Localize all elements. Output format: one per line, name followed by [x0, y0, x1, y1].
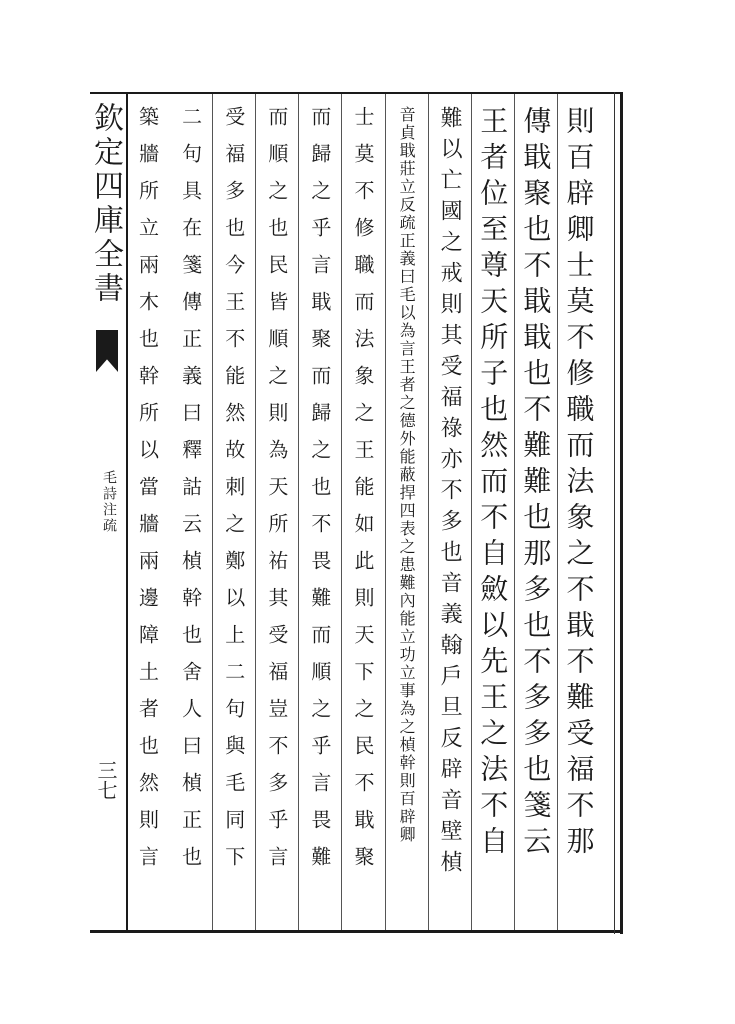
text-column-10: 二句具在箋傳正義曰釋詁云楨幹也舍人曰楨正也	[178, 106, 203, 883]
text-column-8: 而順之也民皆順之則為天所祐其受福豈不多乎言	[264, 106, 289, 883]
frame-bottom-border	[90, 930, 622, 933]
text-column-11: 築牆所立兩木也幹所以當牆兩邊障土者也然則言	[135, 106, 160, 883]
column-rule	[385, 94, 386, 930]
book-title: 毛詩注疏	[101, 470, 117, 534]
text-column-6: 士莫不修職而法象之王能如此則天下之民不戢聚	[351, 106, 375, 883]
frame-right-border	[620, 92, 623, 934]
column-rule	[557, 94, 558, 930]
text-column-9: 受福多也今王不能然故刺之鄭以上二句與毛同下	[221, 106, 246, 883]
text-column-3: 王者位至尊天所子也然而不自斂以先王之法不自	[476, 106, 510, 862]
frame-top-border	[90, 92, 622, 94]
text-column-2: 傳戢聚也不戢戢也不難難也那多也不多多也箋云	[519, 106, 553, 862]
column-rule	[341, 94, 342, 930]
text-column-5: 音貞戢莊立反疏正義曰毛以為言王者之德外能蔽捍四表之患難內能立功立事為之楨幹則百辟卿	[397, 106, 417, 844]
text-column-1: 則百辟卿士莫不修職而法象之不戢不難受福不那	[562, 106, 596, 862]
column-rule	[298, 94, 299, 930]
text-column-7: 而歸之乎言戢聚而歸之也不畏難而順之乎言畏難	[307, 106, 332, 883]
page-number: 三七	[94, 760, 118, 800]
column-rule	[428, 94, 429, 930]
text-column-4: 難以亡國之戒則其受福祿亦不多也音義翰戶旦反辟音壁楨	[437, 106, 463, 881]
frame-left-border	[126, 92, 128, 932]
frame-right-inner-border	[614, 92, 615, 934]
fishtail-icon	[96, 330, 118, 372]
column-rule	[471, 94, 472, 930]
edition-title: 欽定四庫全書	[88, 102, 123, 306]
column-rule	[514, 94, 515, 930]
column-rule	[212, 94, 213, 930]
column-rule	[255, 94, 256, 930]
